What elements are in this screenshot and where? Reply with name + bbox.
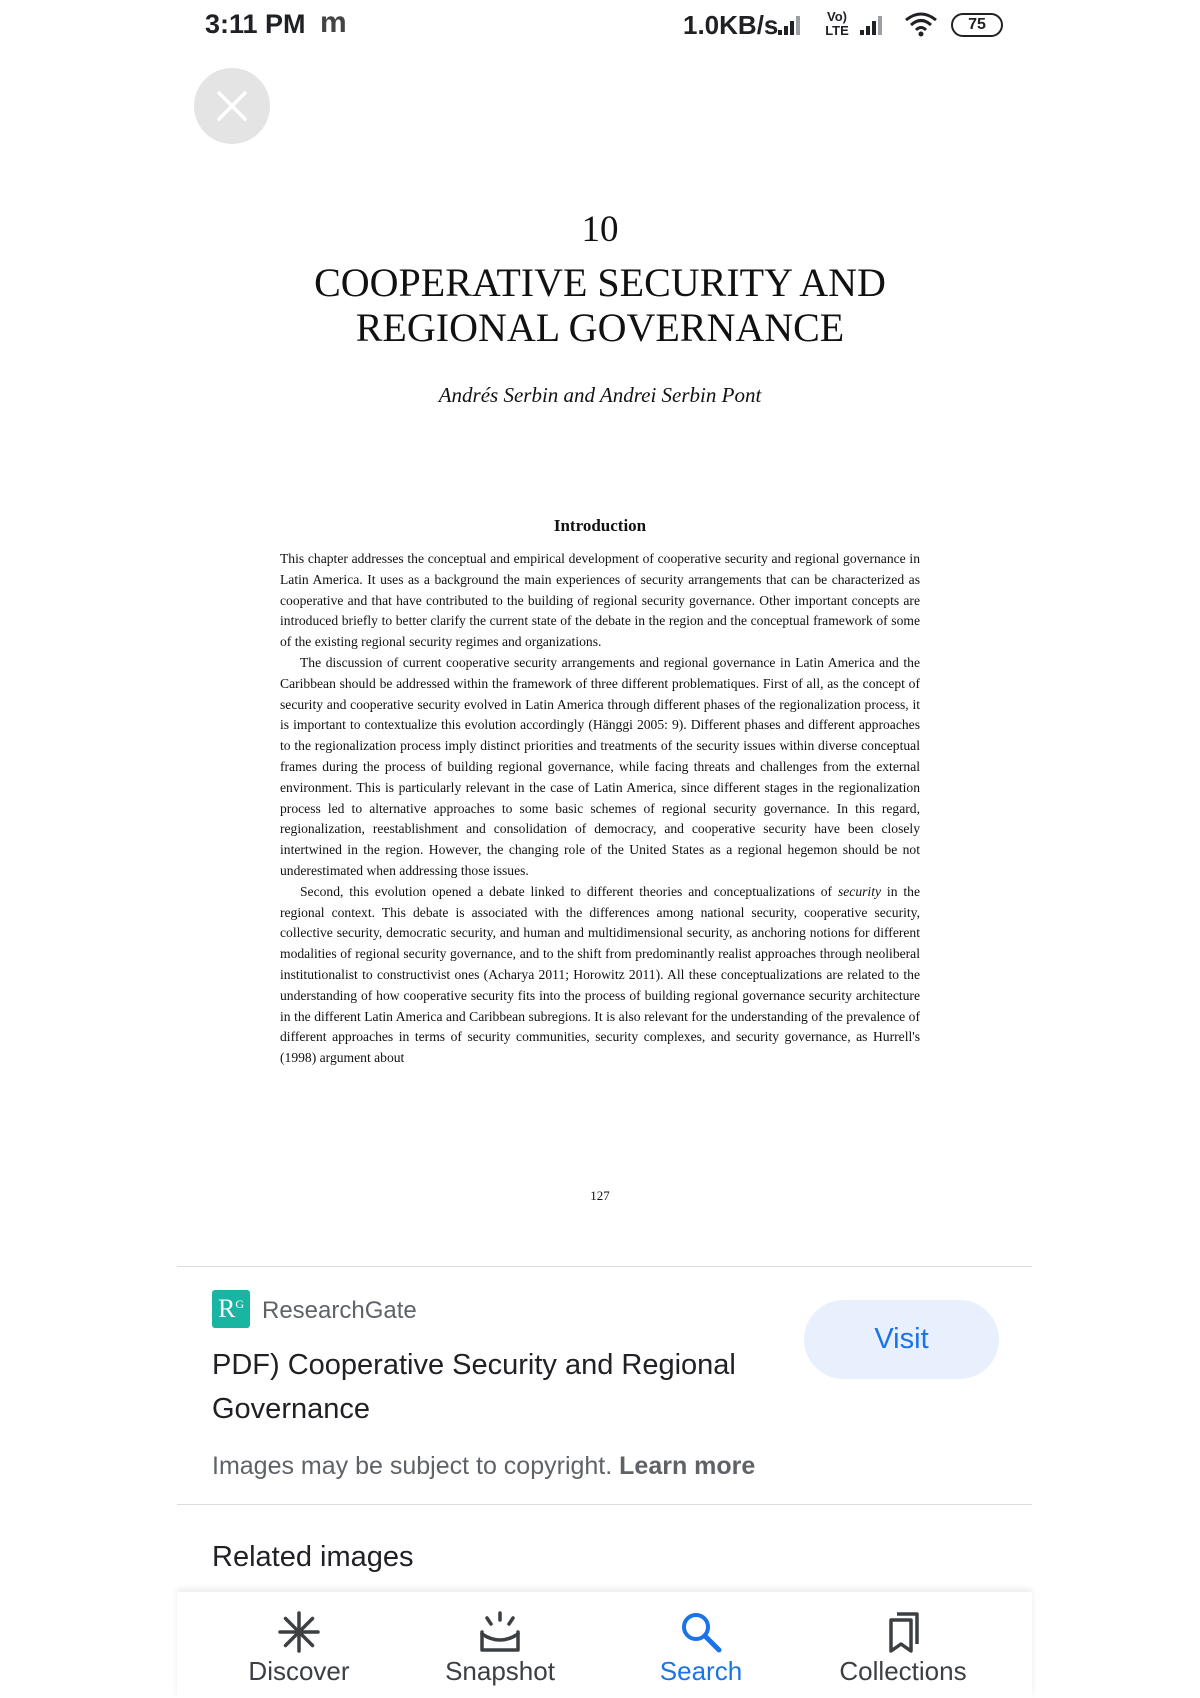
nav-collections[interactable] bbox=[813, 1592, 993, 1698]
snapshot-icon bbox=[478, 1610, 522, 1654]
close-icon bbox=[216, 90, 248, 122]
copyright-text: Images may be subject to copyright. bbox=[212, 1452, 613, 1480]
nav-label: Discover bbox=[248, 1656, 350, 1686]
nav-label: Search bbox=[659, 1656, 743, 1686]
status-bar bbox=[0, 0, 1200, 56]
researchgate-logo[interactable]: $R^G$ bbox=[212, 1290, 250, 1328]
volte-icon: Vo) LTE bbox=[825, 9, 849, 38]
carrier-icon: m bbox=[320, 6, 347, 39]
status-time: 3:11 PM bbox=[205, 9, 306, 39]
close-button[interactable] bbox=[194, 68, 270, 144]
learn-more-link[interactable]: Learn more bbox=[619, 1452, 756, 1480]
chapter-title: COOPERATIVE SECURITY AND REGIONAL GOVERNANCE bbox=[314, 260, 886, 350]
bottom-nav bbox=[177, 1592, 1032, 1698]
nav-label: Collections bbox=[839, 1656, 967, 1686]
network-speed: 1.0KB/s bbox=[683, 10, 779, 40]
visit-button[interactable]: Visit bbox=[804, 1300, 999, 1379]
nav-discover[interactable] bbox=[209, 1592, 389, 1698]
chapter-number: 10 bbox=[581, 209, 619, 250]
paragraph-3-rest: in the regional context. This debate is associated with the differences among national security, cooperative security, collective security, democratic security, and human and multidimensional security, as anchoring notions for different modalities of regional security governance, and to the shift from predominantly realist approaches through neoliberal institutionalist to constructivist ones (Acharya 2011; Horowitz 2011). All these conceptualizations are related to the understanding of how cooperative security fits into the process of building regional governance security architecture in the different Latin America and Caribbean subregions. It is also relevant for the understanding of the prevalence of different approaches in terms of security communities, security complexes, and security governance, as Hurrell's (1998) argument about bbox=[280, 883, 920, 1066]
divider bbox=[177, 1504, 1032, 1505]
nav-label: Snapshot bbox=[445, 1656, 555, 1686]
paragraph-2: The discussion of current cooperative security arrangements and regional governance in Latin America and the Caribbean should be addressed within the framework of three different problematiques. First of all, as the concept of security and cooperative security evolved in Latin America through different phases of the regionalization process, it is important to contextualize this evolution accordingly (Hänggi 2005: 9). Different phases and different approaches to the regionalization process imply distinct priorities and treatments of the security issues within diverse conceptual frames during the process of building regional governance, while facing threats and challenges from the external environment. This is particularly relevant in the case of Latin America, since different stages in the regionalization process led to alternative approaches to some basic schemes of regional security governance. In this regard, regionalization, reestablishment and consolidation of democracy, and cooperative security have been closely intertwined in the region. However, the changing role of the United States as a regional hegemon should be not underestimated when addressing those issues. bbox=[280, 654, 920, 878]
result-title[interactable]: PDF) Cooperative Security and Regional Governance bbox=[212, 1349, 736, 1425]
section-heading: Introduction bbox=[553, 516, 647, 535]
source-name[interactable]: ResearchGate bbox=[262, 1297, 417, 1324]
asterisk-icon bbox=[277, 1610, 321, 1654]
nav-search[interactable] bbox=[611, 1592, 791, 1698]
nav-snapshot[interactable] bbox=[410, 1592, 590, 1698]
signal-icon bbox=[776, 12, 806, 36]
related-images-heading: Related images bbox=[212, 1541, 414, 1573]
chapter-authors: Andrés Serbin and Andrei Serbin Pont bbox=[438, 383, 762, 407]
paragraph-3 bbox=[280, 882, 920, 1069]
search-icon bbox=[679, 1610, 723, 1654]
battery-icon: 75 bbox=[951, 13, 1003, 37]
body-text bbox=[280, 549, 920, 1069]
divider bbox=[177, 1266, 1032, 1267]
collections-icon bbox=[881, 1610, 925, 1654]
page-number: 127 bbox=[590, 1188, 610, 1203]
signal-icon-2 bbox=[858, 12, 888, 36]
copyright-notice bbox=[212, 1452, 755, 1481]
paragraph-1: This chapter addresses the conceptual and empirical development of cooperative security and regional governance in Latin America. It uses as a background the main experiences of security arrangements that can be characterized as cooperative and that have contributed to the building of regional security governance. Other important concepts are introduced briefly to better clarify the current state of the debate in the region and the conceptual framework of some of the existing regional security regimes and organizations. bbox=[280, 551, 920, 650]
paragraph-3-lead: Second, this evolution opened a debate linked to different theories and conceptualizations of bbox=[300, 883, 838, 899]
paragraph-3-italic: security bbox=[837, 883, 882, 899]
wifi-icon bbox=[904, 10, 938, 38]
